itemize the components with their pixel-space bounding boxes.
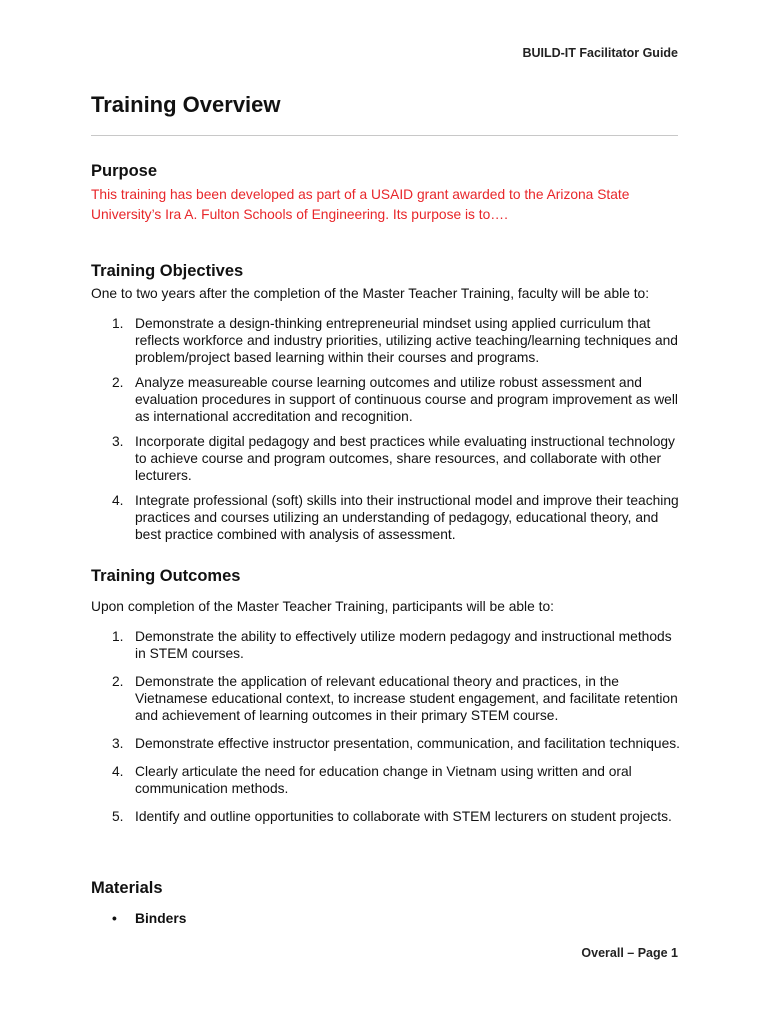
- objectives-section: [91, 262, 681, 543]
- outcomes-heading: Training Outcomes: [91, 567, 241, 585]
- list-item: [91, 628, 681, 662]
- bullet-icon: •: [112, 911, 117, 926]
- list-item-text: Demonstrate the ability to effectively utilize modern pedagogy and instructional methods in STEM courses.: [135, 629, 672, 661]
- list-item-number: 1.: [112, 316, 124, 331]
- list-item-text: Identify and outline opportunities to collaborate with STEM lecturers on student projects.: [135, 809, 672, 824]
- list-item-text: Demonstrate a design-thinking entrepreneurial mindset using applied curriculum that reflects workforce and industry priorities, utilizing active teaching/learning techniques and problem/project based learning within their courses and programs.: [135, 316, 678, 365]
- purpose-heading: Purpose: [91, 162, 158, 180]
- list-item: [91, 735, 681, 752]
- list-item-text: Analyze measureable course learning outcomes and utilize robust assessment and evaluation procedures in support of continuous course and program improvement as well as international accreditation and recognition.: [135, 375, 678, 424]
- purpose-text: This training has been developed as part of a USAID grant awarded to the Arizona State University’s Ira A. Fulton Schools of Engineering. Its purpose is to….: [91, 187, 630, 222]
- list-item-text: Integrate professional (soft) skills into their instructional model and improve their teaching practices and courses utilizing an understanding of pedagogy, educational theory, and best practice combined with analysis of assessment.: [135, 493, 679, 542]
- list-item-text: Incorporate digital pedagogy and best practices while evaluating instructional technology to achieve course and program outcomes, share resources, and collaborate with other lecturers.: [135, 434, 675, 483]
- list-item-number: 2.: [112, 375, 124, 390]
- list-item: [91, 910, 681, 928]
- outcomes-list: [91, 628, 681, 825]
- purpose-section: [91, 162, 681, 225]
- list-item-number: 3.: [112, 736, 124, 751]
- materials-section: [91, 879, 681, 928]
- list-item-number: 5.: [112, 809, 124, 824]
- list-item: [91, 763, 681, 797]
- guide-title-header: BUILD-IT Facilitator Guide: [522, 46, 678, 60]
- list-item: [91, 808, 681, 825]
- list-item-number: 1.: [112, 629, 124, 644]
- objectives-list: [91, 315, 681, 543]
- list-item-number: 3.: [112, 434, 124, 449]
- outcomes-section: [91, 567, 681, 825]
- title-divider: [91, 135, 678, 136]
- list-item-text: Binders: [135, 911, 187, 926]
- list-item-text: Clearly articulate the need for education change in Vietnam using written and oral communication methods.: [135, 764, 632, 796]
- page-number-footer: Overall – Page 1: [581, 946, 678, 960]
- list-item-number: 2.: [112, 674, 124, 689]
- list-item: [91, 492, 681, 543]
- list-item: [91, 374, 681, 425]
- objectives-heading: Training Objectives: [91, 262, 244, 280]
- list-item-number: 4.: [112, 764, 124, 779]
- list-item-text: Demonstrate the application of relevant educational theory and practices, in the Vietnamese educational context, to increase student engagement, and facilitate retention and achievement of learning outcomes in their primary STEM course.: [135, 674, 678, 723]
- materials-heading: Materials: [91, 879, 163, 897]
- list-item: [91, 673, 681, 724]
- list-item: [91, 315, 681, 366]
- page-title: Training Overview: [91, 92, 281, 117]
- list-item-number: 4.: [112, 493, 124, 508]
- list-item: [91, 433, 681, 484]
- list-item-text: Demonstrate effective instructor presentation, communication, and facilitation techniques.: [135, 736, 681, 751]
- outcomes-intro: Upon completion of the Master Teacher Training, participants will be able to:: [91, 599, 554, 614]
- objectives-intro: One to two years after the completion of the Master Teacher Training, faculty will be able to:: [91, 286, 650, 301]
